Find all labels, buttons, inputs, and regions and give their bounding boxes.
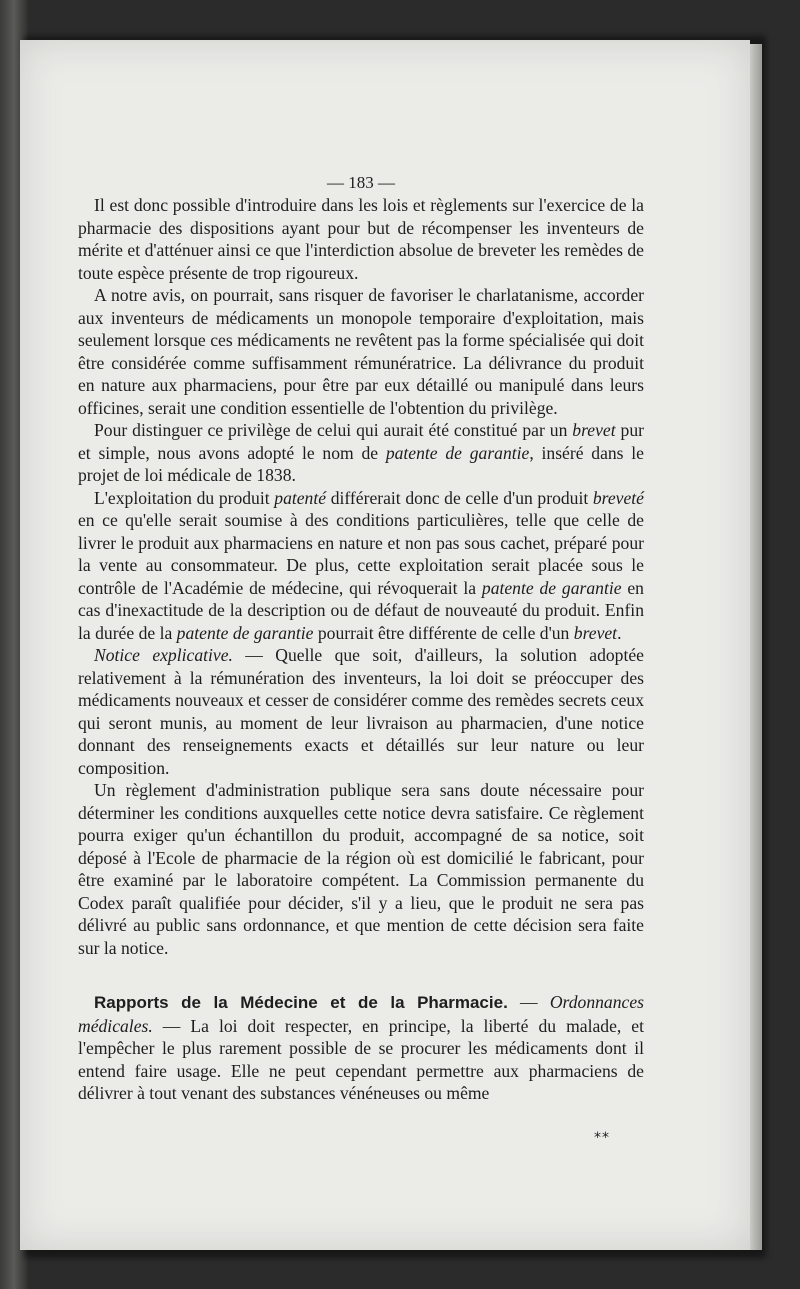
paragraph: [78, 284, 644, 419]
paragraph: [78, 644, 644, 779]
text-run: .: [617, 622, 622, 643]
text-run: L'exploitation du produit: [94, 487, 275, 508]
paragraph: [78, 419, 644, 487]
page-text-body: [78, 172, 644, 1105]
text-run: Pour distinguer ce privilège de celui qui aurait été constitué par un: [94, 420, 573, 440]
text-run: Il est donc possible d'introduire dans les lois et règlements sur l'exercice de la pharmacie des dispositions ayant pour but de récompenser les inventeurs de mérite et d'atténuer ainsi ce que l'interdiction absolue de breveter les remèdes de toute espèce présente de trop rigoureux.: [78, 195, 644, 283]
italic-text: brevet: [572, 420, 616, 440]
text-run: — La loi doit respecter, en principe, la liberté du malade, et l'empêcher le plus rarement possible de se procurer les médicaments dont il entend faire usage. Elle ne peut cependant permettre aux pharmaciens de délivrer à tout venant des substances vénéneuses ou même: [78, 1015, 644, 1103]
italic-text: patente de garantie: [385, 442, 530, 463]
paragraph: [78, 194, 644, 284]
italic-text: brevet: [573, 622, 618, 643]
italic-text: patente de garantie: [176, 622, 314, 643]
section-gap: [78, 959, 644, 991]
paragraph: [78, 487, 644, 645]
text-run: A notre avis, on pourrait, sans risquer de favoriser le charlatanisme, accorder aux inventeurs de médicaments un monopole temporaire d'exploitation, mais seulement lorsque ces médicaments ne revêtent pas la forme spécialisée qui doit être considérée comme suffisamment rémunératrice. La délivrance du produit en nature aux pharmaciens, pour être par eux détaillé ou manipulé dans leurs officines, serait une condition essentielle de l'obtention du privilège.: [78, 285, 644, 418]
paragraph: [78, 779, 644, 959]
italic-text: patenté: [274, 487, 327, 508]
text-run: Un règlement d'administration publique sera sans doute nécessaire pour déterminer les conditions auxquelles cette notice devra satisfaire. Ce règlement pourra exiger qu'un échantillon du produit, accompagné de sa notice, soit déposé à l'Ecole de pharmacie de la région où est domicilié le fabricant, pour être examiné par le laboratoire compétent. La Commission permanente du Codex paraît qualifiée pour décider, s'il y a lieu, que le produit ne sera pas délivré au public sans ordonnance, et que mention de cette décision sera faite sur la notice.: [78, 780, 644, 958]
italic-text: breveté: [592, 487, 644, 508]
section-heading: Rapports de la Médecine et de la Pharmacie.: [94, 993, 508, 1012]
italic-text: Ordonnances médicales.: [78, 992, 644, 1036]
text-run: —: [507, 992, 550, 1012]
page-number: — 183 —: [327, 173, 395, 192]
text-run: en cas d'inexactitude de la description ou de défaut de nouveauté du produit. Enfin la durée de la: [78, 577, 644, 643]
italic-text: patente de garantie: [481, 577, 622, 598]
section-paragraph-rapports: [78, 991, 644, 1105]
italic-text: Notice explicative.: [94, 645, 233, 665]
text-run: différerait donc de celle d'un produit: [326, 487, 593, 508]
page-edge-strip: [750, 44, 762, 1250]
signature-mark: **: [594, 1130, 610, 1146]
text-run: — Quelle que soit, d'ailleurs, la solution adoptée relativement à la rémunération des inventeurs, la loi doit se préoccuper des médicaments nouveaux et cesser de considérer comme des remèdes secrets ceux qui seront munis, au moment de leur livraison au pharmacien, d'une notice donnant des renseignements exacts et détaillés sur leur nature ou leur composition.: [78, 645, 644, 778]
text-run: , inséré dans le projet de loi médicale de 1838.: [78, 442, 644, 485]
text-run: pur et simple, nous avons adopté le nom de: [78, 420, 644, 463]
text-run: pourrait être différente de celle d'un: [313, 622, 574, 643]
paragraph-list: [78, 194, 644, 959]
text-run: en ce qu'elle serait soumise à des conditions particulières, telle que celle de livrer le produit aux pharmaciens en nature et non pas sous cachet, préparé pour la vente au consommateur. De plus, cette exploitation serait placée sous le contrôle de l'Académie de médecine, qui révoquerait la: [78, 510, 644, 598]
